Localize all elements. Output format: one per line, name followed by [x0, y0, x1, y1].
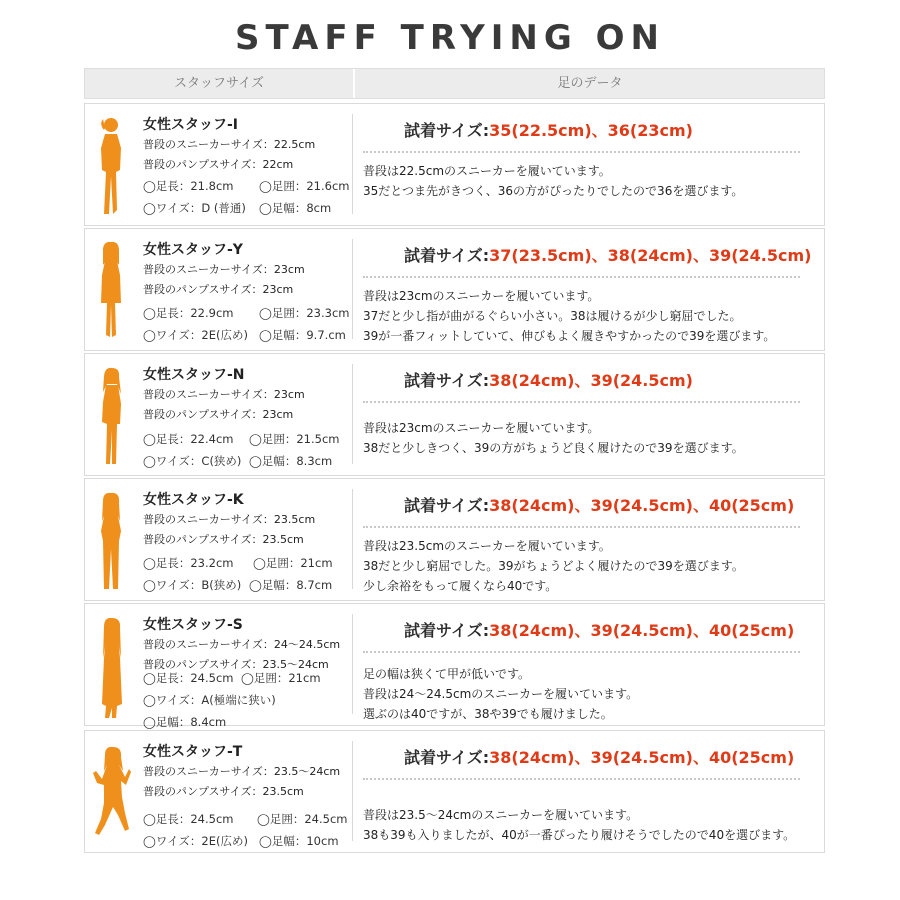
staff-row	[84, 228, 825, 351]
foot-length: ◯足長：22.9cm	[143, 306, 234, 320]
note-line: 足の幅は狭くて甲が低いです。	[363, 667, 531, 681]
foot-width: ◯足幅：8cm	[259, 201, 332, 215]
foot-length: ◯足長：24.5cm	[143, 671, 234, 685]
foot-circumference: ◯足囲：21.5cm	[249, 432, 340, 446]
column-divider	[352, 489, 353, 589]
pumps-size: 普段のパンプスサイズ：23.5cm	[143, 785, 304, 798]
note-line: 35だとつま先がきつく、36の方がぴったりでしたので36を選びます。	[363, 184, 744, 198]
dotted-separator	[363, 526, 800, 528]
trial-size-label: 試着サイズ:	[404, 121, 490, 140]
trial-size	[404, 493, 794, 516]
foot-width: ◯足幅：8.7cm	[249, 578, 333, 592]
column-divider	[352, 741, 353, 841]
foot-length: ◯足長：23.2cm	[143, 556, 234, 570]
staff-row	[84, 103, 825, 226]
sneaker-size: 普段のスニーカーサイズ：23cm	[143, 388, 305, 401]
width-type: ◯ワイズ：C(狭め)	[143, 454, 242, 468]
foot-circumference: ◯足囲：21cm	[241, 671, 321, 685]
note-line: 38だと少し窮屈でした。39がちょうどよく履けたので39を選びます。	[363, 559, 744, 573]
table-header	[84, 68, 825, 99]
pumps-size: 普段のパンプスサイズ：22cm	[143, 158, 294, 171]
trial-size-label: 試着サイズ:	[404, 246, 490, 265]
foot-length: ◯足長：22.4cm	[143, 432, 234, 446]
width-type: ◯ワイズ：2E(広め)	[143, 834, 248, 848]
dotted-separator	[363, 778, 800, 780]
note-line: 少し余裕をもって履くなら40です。	[363, 579, 558, 593]
standing-woman-silhouette-icon	[91, 239, 131, 343]
staff-name: 女性スタッフ-Y	[143, 242, 243, 258]
column-divider	[352, 114, 353, 214]
note-line: 普段は24〜24.5cmのスニーカーを履いています。	[363, 687, 639, 701]
trial-size-value: 38(24cm)、39(24.5cm)、40(25cm)	[489, 496, 795, 515]
column-divider	[352, 364, 353, 464]
column-divider	[352, 614, 353, 714]
dotted-separator	[363, 151, 800, 153]
dotted-separator	[363, 401, 800, 403]
trial-size	[404, 243, 812, 266]
note-line: 37だと少し指が曲がるぐらい小さい。38は履けるが少し窮屈でした。	[363, 309, 742, 323]
staff-row	[84, 730, 825, 853]
foot-circumference: ◯足囲：21cm	[253, 556, 333, 570]
staff-row	[84, 478, 825, 601]
note-line: 普段は22.5cmのスニーカーを履いています。	[363, 164, 611, 178]
trial-size-value: 37(23.5cm)、38(24cm)、39(24.5cm)	[489, 246, 812, 265]
staff-name: 女性スタッフ-N	[143, 367, 245, 383]
staff-name: 女性スタッフ-I	[143, 117, 239, 133]
column-divider	[352, 239, 353, 339]
sneaker-size: 普段のスニーカーサイズ：23cm	[143, 263, 305, 276]
note-line: 普段は23cmのスニーカーを履いています。	[363, 289, 600, 303]
foot-width: ◯足幅：8.3cm	[249, 454, 333, 468]
staff-row	[84, 353, 825, 476]
foot-length: ◯足長：21.8cm	[143, 179, 234, 193]
header-foot-data: 足のデータ	[557, 76, 623, 91]
page-title: STAFF TRYING ON	[235, 18, 665, 58]
foot-circumference: ◯足囲：24.5cm	[257, 812, 348, 826]
trial-size-value: 35(22.5cm)、36(23cm)	[489, 121, 693, 140]
note-line: 普段は23.5cmのスニーカーを履いています。	[363, 539, 611, 553]
pumps-size: 普段のパンプスサイズ：23.5cm	[143, 533, 304, 546]
sneaker-size: 普段のスニーカーサイズ：24〜24.5cm	[143, 638, 341, 651]
dotted-separator	[363, 651, 800, 653]
sneaker-size: 普段のスニーカーサイズ：23.5〜24cm	[143, 765, 341, 778]
width-type: ◯ワイズ：D (普通)	[143, 201, 246, 215]
note-line: 38も39も入りましたが、40が一番ぴったり履けそうでしたので40を選びます。	[363, 828, 796, 842]
staff-row	[84, 603, 825, 729]
trial-size-label: 試着サイズ:	[404, 496, 490, 515]
width-type: ◯ワイズ：2E(広め)	[143, 328, 248, 342]
foot-circumference: ◯足囲：21.6cm	[259, 179, 350, 193]
trial-size	[404, 745, 794, 768]
pumps-size: 普段のパンプスサイズ：23.5〜24cm	[143, 658, 329, 671]
standing-woman-silhouette-icon	[91, 489, 131, 593]
width-type: ◯ワイズ：A(極端に狭い)	[143, 693, 276, 707]
trial-size	[404, 618, 794, 641]
pumps-size: 普段のパンプスサイズ：23cm	[143, 408, 294, 421]
foot-width: ◯足幅：9.7.cm	[259, 328, 346, 342]
staff-name: 女性スタッフ-K	[143, 492, 244, 508]
trial-size-label: 試着サイズ:	[404, 621, 490, 640]
trial-size	[404, 118, 693, 141]
foot-width: ◯足幅：10cm	[259, 834, 339, 848]
trial-size-label: 試着サイズ:	[404, 371, 490, 390]
note-line: 普段は23.5〜24cmのスニーカーを履いています。	[363, 808, 639, 822]
standing-woman-silhouette-icon	[91, 364, 131, 468]
trial-size-value: 38(24cm)、39(24.5cm)	[489, 371, 693, 390]
note-line: 選ぶのは40ですが、38や39でも履けました。	[363, 707, 613, 721]
pumps-size: 普段のパンプスサイズ：23cm	[143, 283, 294, 296]
header-staff-size: スタッフサイズ	[174, 76, 264, 91]
foot-circumference: ◯足囲：23.3cm	[259, 306, 350, 320]
trial-size-value: 38(24cm)、39(24.5cm)、40(25cm)	[489, 748, 795, 767]
standing-woman-silhouette-icon	[91, 114, 131, 218]
trial-size	[404, 368, 693, 391]
note-line: 38だと少しきつく、39の方がちょうど良く履けたので39を選びます。	[363, 441, 744, 455]
staff-name: 女性スタッフ-T	[143, 744, 243, 760]
foot-width: ◯足幅：8.4cm	[143, 715, 227, 729]
standing-woman-silhouette-icon	[91, 614, 131, 718]
sneaker-size: 普段のスニーカーサイズ：23.5cm	[143, 513, 316, 526]
note-line: 39が一番フィットしていて、伸びもよく履きやすかったので39を選びます。	[363, 329, 776, 343]
dotted-separator	[363, 276, 800, 278]
width-type: ◯ワイズ：B(狭め)	[143, 578, 242, 592]
foot-length: ◯足長：24.5cm	[143, 812, 234, 826]
sneaker-size: 普段のスニーカーサイズ：22.5cm	[143, 138, 316, 151]
trial-size-value: 38(24cm)、39(24.5cm)、40(25cm)	[489, 621, 795, 640]
posing-woman-silhouette-icon	[91, 741, 131, 845]
trial-size-label: 試着サイズ:	[404, 748, 490, 767]
note-line: 普段は23cmのスニーカーを履いています。	[363, 421, 600, 435]
staff-name: 女性スタッフ-S	[143, 617, 243, 633]
